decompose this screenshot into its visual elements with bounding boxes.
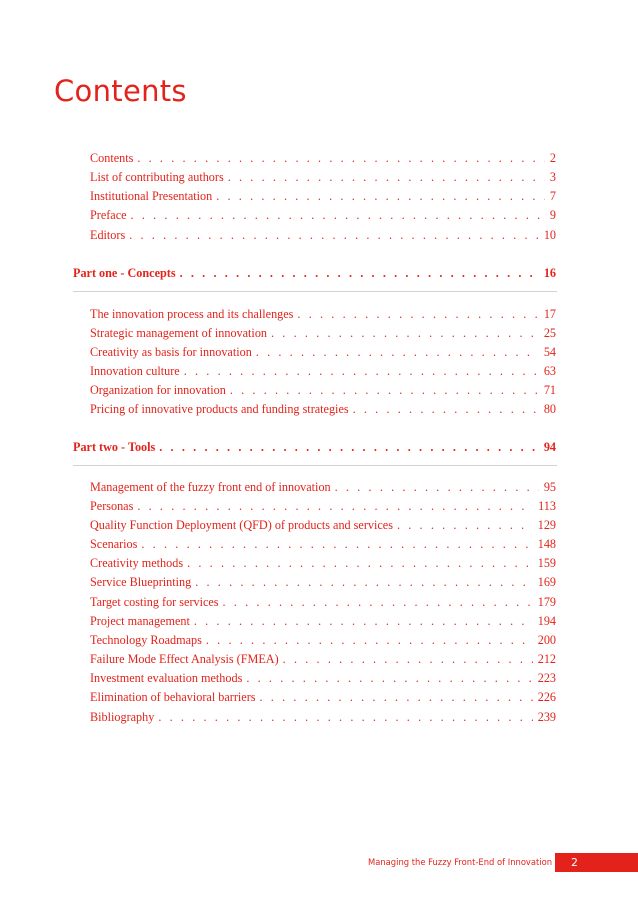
dot-leader	[184, 364, 539, 378]
toc-entry-label: Preface	[90, 208, 127, 222]
toc-entry-label: Failure Mode Effect Analysis (FMEA)	[90, 652, 279, 666]
toc-entry-page: 239	[537, 710, 556, 724]
toc-entry[interactable]	[90, 518, 556, 532]
dot-leader	[223, 595, 533, 609]
toc-entry-label: Technology Roadmaps	[90, 633, 202, 647]
dot-leader	[271, 326, 539, 340]
toc-entry-page: 7	[549, 189, 556, 203]
toc-entry-page: 113	[538, 499, 556, 513]
toc-entry-page: 169	[537, 575, 556, 589]
toc-entry[interactable]	[90, 208, 556, 222]
toc-entry[interactable]	[90, 633, 556, 647]
toc-entry-label: Contents	[90, 151, 134, 165]
section-divider	[73, 291, 557, 292]
toc-part-two[interactable]	[73, 440, 556, 454]
toc-entry[interactable]	[90, 402, 556, 416]
toc-part-label: Part one - Concepts	[73, 266, 176, 280]
dot-leader	[129, 228, 539, 242]
toc-entry-label: Target costing for services	[90, 595, 219, 609]
toc-entry-page: 17	[543, 307, 556, 321]
toc-entry-label: The innovation process and its challenges	[90, 307, 294, 321]
toc-entry-page: 129	[537, 518, 556, 532]
toc-entry-page: 63	[543, 364, 556, 378]
toc-entry-label: Project management	[90, 614, 190, 628]
footer-title: Managing the Fuzzy Front-End of Innovation	[368, 857, 553, 867]
toc-entry[interactable]	[90, 480, 556, 494]
dot-leader	[228, 170, 545, 184]
toc-entry-page: 148	[537, 537, 556, 551]
toc-entry-label: Editors	[90, 228, 126, 242]
toc-entry[interactable]	[90, 345, 556, 359]
dot-leader	[180, 266, 539, 280]
dot-leader	[353, 402, 539, 416]
section-divider	[73, 465, 557, 466]
toc-entry[interactable]	[90, 556, 556, 570]
toc-entry[interactable]	[90, 326, 556, 340]
toc-entry[interactable]	[90, 189, 556, 203]
toc-entry-label: Scenarios	[90, 537, 138, 551]
dot-leader	[131, 208, 545, 222]
dot-leader	[283, 652, 533, 666]
toc-entry[interactable]	[90, 151, 556, 165]
toc-entry[interactable]	[90, 690, 556, 704]
toc-entry-page: 71	[543, 383, 556, 397]
toc-entry-page: 2	[549, 151, 556, 165]
toc-entry-label: Organization for innovation	[90, 383, 226, 397]
toc-entry-page: 223	[537, 671, 556, 685]
toc-entry-page: 95	[543, 480, 556, 494]
toc-entry-label: Innovation culture	[90, 364, 180, 378]
toc-part-page: 94	[543, 440, 556, 454]
toc-part-one[interactable]	[73, 266, 556, 280]
toc-entry-label: Institutional Presentation	[90, 189, 213, 203]
toc-entry[interactable]	[90, 364, 556, 378]
toc-entry-page: 226	[537, 690, 556, 704]
toc-entry[interactable]	[90, 710, 556, 724]
toc-entry[interactable]	[90, 307, 556, 321]
toc-entry-label: Creativity methods	[90, 556, 184, 570]
toc-entry-page: 3	[549, 170, 556, 184]
toc-entry-page: 200	[537, 633, 556, 647]
toc-entry-page: 25	[543, 326, 556, 340]
dot-leader	[216, 189, 545, 203]
dot-leader	[397, 518, 533, 532]
toc-part-page: 16	[543, 266, 556, 280]
toc-entry-label: Management of the fuzzy front end of innovation	[90, 480, 331, 494]
toc-entry[interactable]	[90, 537, 556, 551]
toc-entry[interactable]	[90, 595, 556, 609]
toc-entry[interactable]	[90, 671, 556, 685]
toc-entry-page: 179	[537, 595, 556, 609]
toc-entry-label: Investment evaluation methods	[90, 671, 243, 685]
dot-leader	[137, 499, 533, 513]
toc-entry-label: List of contributing authors	[90, 170, 224, 184]
toc-entry-page: 159	[537, 556, 556, 570]
dot-leader	[206, 633, 533, 647]
dot-leader	[158, 710, 532, 724]
toc-entry-label: Personas	[90, 499, 134, 513]
dot-leader	[195, 575, 533, 589]
dot-leader	[141, 537, 532, 551]
toc-entry[interactable]	[90, 575, 556, 589]
toc-entry[interactable]	[90, 383, 556, 397]
dot-leader	[246, 671, 532, 685]
toc-entry-page: 212	[537, 652, 556, 666]
dot-leader	[297, 307, 538, 321]
toc-entry-label: Elimination of behavioral barriers	[90, 690, 256, 704]
dot-leader	[137, 151, 545, 165]
toc-entry-label: Bibliography	[90, 710, 155, 724]
toc-entry-page: 10	[543, 228, 556, 242]
toc-entry-page: 194	[537, 614, 556, 628]
toc-part-label: Part two - Tools	[73, 440, 156, 454]
toc-entry-page: 54	[543, 345, 556, 359]
toc-entry[interactable]	[90, 170, 556, 184]
toc-entry-label: Quality Function Deployment (QFD) of products and services	[90, 518, 393, 532]
dot-leader	[260, 690, 533, 704]
dot-leader	[230, 383, 539, 397]
dot-leader	[187, 556, 533, 570]
toc-entry-label: Strategic management of innovation	[90, 326, 268, 340]
dot-leader	[159, 440, 539, 454]
dot-leader	[194, 614, 533, 628]
toc-entry-label: Pricing of innovative products and funding strategies	[90, 402, 349, 416]
toc-entry[interactable]	[90, 652, 556, 666]
dot-leader	[335, 480, 539, 494]
page-title: Contents	[54, 74, 187, 108]
toc-entry-page: 9	[549, 208, 556, 222]
toc-entry[interactable]	[90, 499, 556, 513]
toc-entry-label: Creativity as basis for innovation	[90, 345, 252, 359]
toc-entry-page: 80	[543, 402, 556, 416]
toc-entry[interactable]	[90, 614, 556, 628]
dot-leader	[256, 345, 539, 359]
toc-entry[interactable]	[90, 228, 556, 242]
footer-page-number: 2	[571, 856, 578, 869]
toc-entry-label: Service Blueprinting	[90, 575, 192, 589]
